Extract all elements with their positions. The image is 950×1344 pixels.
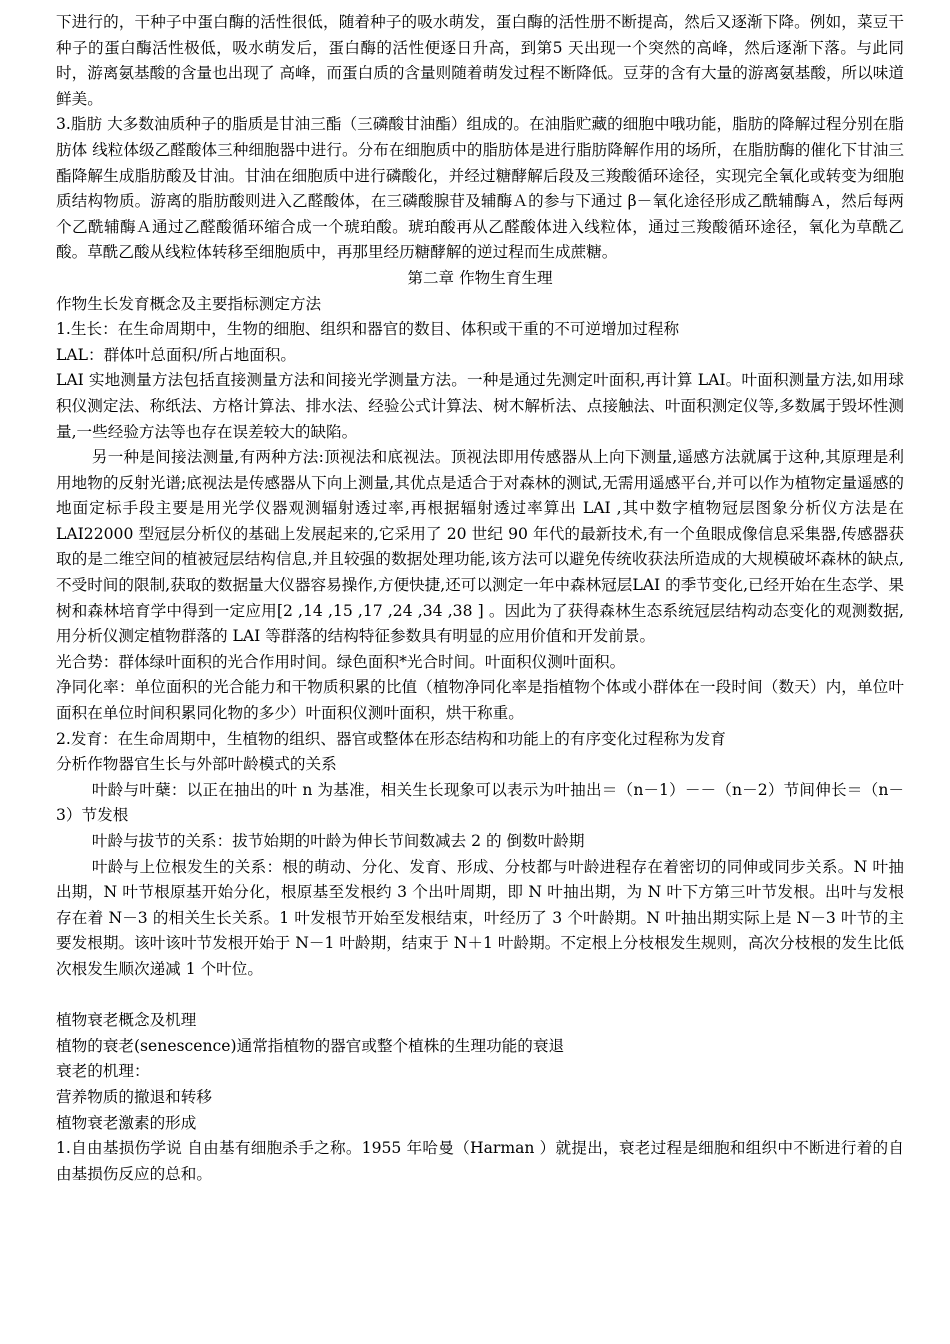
- paragraph-protein-germination: 下进行的，干种子中蛋白酶的活性很低，随着种子的吸水萌发，蛋白酶的活性册不断提高，然后又逐渐下降。例如，菜豆干种子的蛋白酶活性极低，吸水萌发后，蛋白酶的活性便逐日升高，到第5 天出现一个突然的高峰，然后逐渐下落。与此同时，游离氨基酸的含量也出现了 高峰，而蛋白质的含量则随着萌发过程不断降低。豆芽的含有大量的游离氨基酸，所以味道鲜美。: [56, 13, 904, 108]
- paragraph-leaf-age-root: 叶龄与上位根发生的关系：根的萌动、分化、发育、形成、分枝都与叶龄进程存在着密切的同伸或同步关系。N 叶抽出期，N 叶节根原基开始分化，根原基至发根约 3 个出叶周期，即 N 叶抽出期，为 N 叶下方第三叶节发根。出叶与发根存在着 N－3 的相关生长关系。1 叶发根节开始至发根结束，叶经历了 3 个叶龄期。N 叶抽出期实际上是 N－3 叶节的主要发根期。该叶该叶节发根开始于 N－1 叶龄期，结束于 N＋1 叶龄期。不定根上分枝根发生规则，高次分枝根的发生比低次根发生顺次递减 1 个叶位。: [56, 857, 904, 978]
- chapter-heading: 第二章 作物生育生理: [407, 268, 553, 287]
- paragraph-senescence-mechanism-label: 衰老的机理：: [56, 1062, 150, 1081]
- paragraph-senescence-definition: 植物的衰老(senescence)通常指植物的器官或整个植株的生理功能的衰退: [56, 1036, 565, 1055]
- paragraph-development-definition: 2.发育：在生命周期中，生植物的组织、器官或整体在形态结构和功能上的有序变化过程称为发育: [56, 729, 726, 748]
- section-heading-growth-indicators: 作物生长发育概念及主要指标测定方法: [56, 294, 322, 313]
- paragraph-lal-definition: LAL：群体叶总面积/所占地面积。: [56, 345, 296, 364]
- blank-line: [56, 983, 904, 1009]
- section-heading-senescence: 植物衰老概念及机理: [56, 1011, 197, 1030]
- section-heading-leaf-age-model: 分析作物器官生长与外部叶龄模式的关系: [56, 755, 337, 774]
- paragraph-photosynthetic-potential: 光合势：群体绿叶面积的光合作用时间。绿色面积*光合时间。叶面积仪测叶面积。: [56, 652, 626, 671]
- paragraph-senescence-hormone: 植物衰老激素的形成: [56, 1113, 197, 1132]
- paragraph-lai-indirect-method: 另一种是间接法测量,有两种方法:顶视法和底视法。顶视法即用传感器从上向下测量,遥感方法就属于这种,其原理是利用地物的反射光谱;底视法是传感器从下向上测量,其优点是适合于对森林的测试,无需用遥感平台,并可以作为植物定量遥感的地面定标手段主要是用光学仪器观测辐射透过率,再根据辐射透过率算出 LAI ,其中数字植物冠层图象分析仪方法是在 LAI22000 型冠层分析仪的基础上发展起来的,它采用了 20 世纪 90 年代的最新技术,有一个鱼眼成像信息采集器,传感器获取的是二维空间的植被冠层结构信息,并且较强的数据处理功能,该方法可以避免传统收获法所造成的大规模破坏森林的缺点,不受时间的限制,获取的数据量大仪器容易操作,方便快捷,还可以测定一年中森林冠层LAI 的季节变化,已经开始在生态学、果树和森林培育学中得到一定应用[2 ,14 ,15 ,17 ,24 ,34 ,38 ] 。因此为了获得森林生态系统冠层结构动态变化的观测数据,用分析仪测定植物群落的 LAI 等群落的结构特征参数具有明显的应用价值和开发前景。: [56, 448, 904, 646]
- paragraph-leaf-age-tiller: 叶龄与叶蘖：以正在抽出的叶 n 为基准，相关生长现象可以表示为叶抽出＝（n－1）－－（n－2）节间伸长＝（n－3）节发根: [56, 780, 904, 825]
- paragraph-growth-definition: 1.生长：在生命周期中，生物的细胞、组织和器官的数目、体积或干重的不可逆增加过程称: [56, 320, 680, 339]
- paragraph-net-assimilation-rate: 净同化率：单位面积的光合能力和干物质积累的比值（植物净同化率是指植物个体或小群体在一段时间（数天）内，单位叶面积在单位时间积累同化物的多少）叶面积仪测叶面积，烘干称重。: [56, 678, 904, 723]
- paragraph-fat-degradation: 3.脂肪 大多数油质种子的脂质是甘油三酯（三磷酸甘油酯）组成的。在油脂贮藏的细胞中哦功能，脂肪的降解过程分别在脂肪体 线粒体级乙醛酸体三种细胞器中进行。分布在细胞质中的脂肪体是进行脂肪降解作用的场所，在脂肪酶的催化下甘油三酯降解生成脂肪酸及甘油。甘油在细胞质中进行磷酸化，并经过糖酵解后段及三羧酸循环途径，实现完全氧化或转变为细胞质结构物质。游离的脂肪酸则进入乙醛酸体，在三磷酸腺苷及辅酶Ａ的参与下通过 β－氧化途径形成乙酰辅酶Ａ，然后每两个乙酰辅酶Ａ通过乙醛酸循环缩合成一个琥珀酸。琥珀酸再从乙醛酸体进入线粒体，通过三羧酸循环途径，氧化为草酰乙酸。草酰乙酸从线粒体转移至细胞质中，再那里经历糖酵解的逆过程而生成蔗糖。: [56, 115, 904, 262]
- paragraph-free-radical-theory: 1.自由基损伤学说 自由基有细胞杀手之称。1955 年哈曼（Harman ）就提出，衰老过程是细胞和组织中不断进行着的自由基损伤反应的总和。: [56, 1139, 904, 1183]
- paragraph-leaf-age-jointing: 叶龄与拔节的关系：拔节始期的叶龄为伸长节间数减去 2 的 倒数叶龄期: [91, 832, 585, 850]
- paragraph-lai-direct-method: LAI 实地测量方法包括直接测量方法和间接光学测量方法。一种是通过先测定叶面积,再计算 LAI。叶面积测量方法,如用球积仪测定法、称纸法、方格计算法、排水法、经验公式计算法、树木解析法、点接触法、叶面积测定仪等,多数属于毁坏性测量,一些经验方法等也存在误差较大的缺陷。: [56, 371, 904, 441]
- paragraph-nutrient-withdrawal: 营养物质的撤退和转移: [56, 1087, 212, 1106]
